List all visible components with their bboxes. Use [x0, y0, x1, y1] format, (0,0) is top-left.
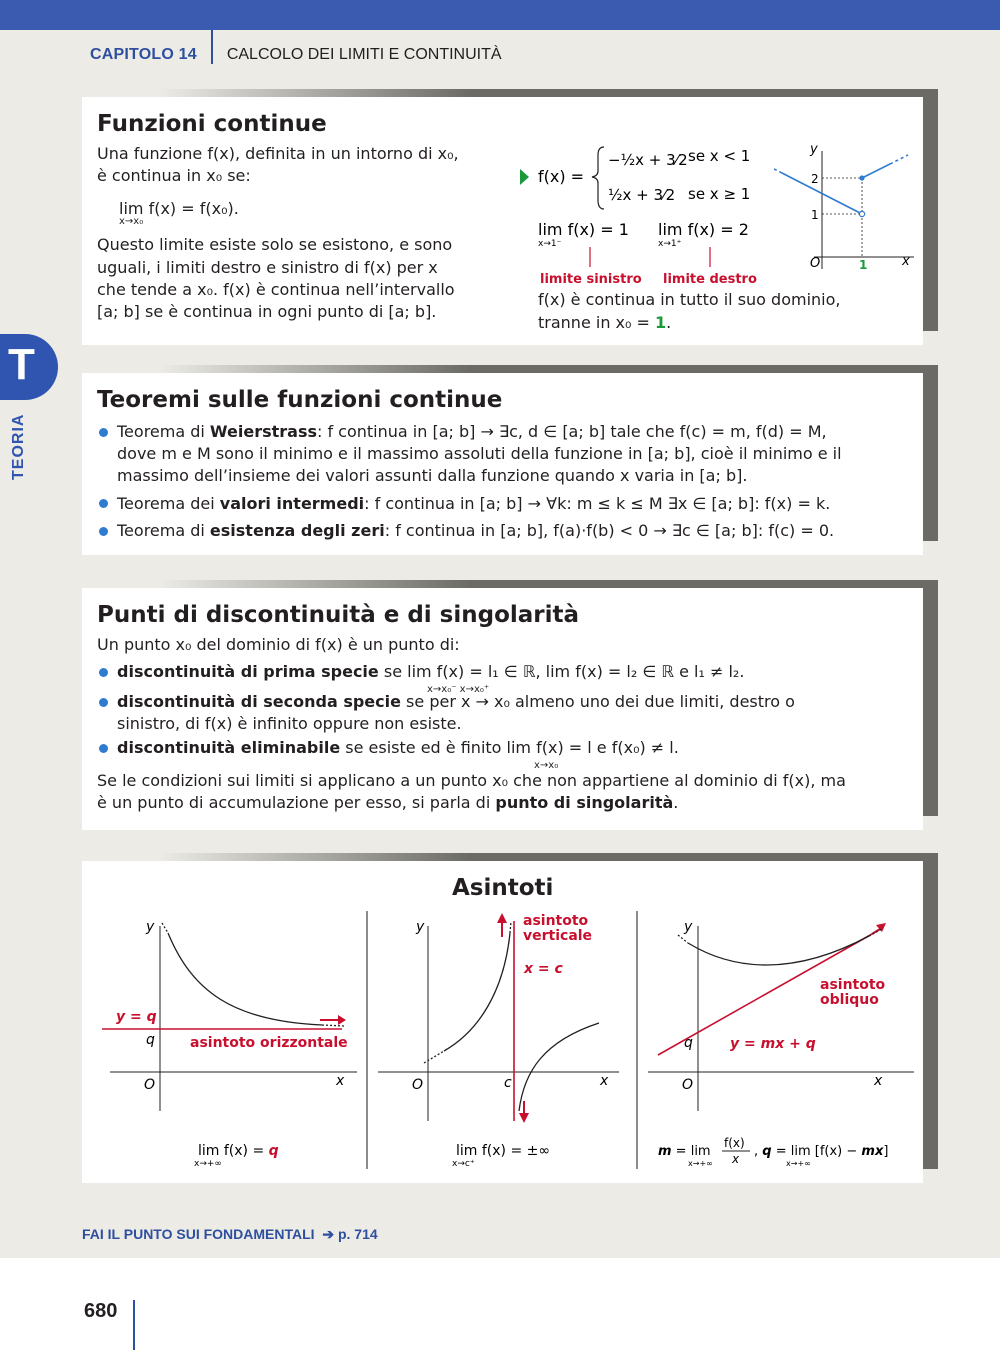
theory-badge: T — [0, 334, 58, 400]
y-axis-label: y — [416, 919, 425, 935]
limit-subscript: x→+∞ — [786, 1159, 811, 1168]
section-title: Punti di discontinuità e di singolarità — [97, 602, 580, 628]
asymptote-equation: y = mx + q — [730, 1036, 816, 1052]
section-continuous-functions — [82, 97, 923, 345]
x-axis-label: x — [600, 1073, 609, 1089]
page-number: 680 — [84, 1300, 118, 1322]
bullet-icon — [99, 527, 108, 536]
tick-x-1: 1 — [859, 258, 868, 272]
paragraph-line: uguali, i limiti destro e sinistro di f(x) per x — [97, 258, 438, 277]
bullet-icon — [99, 698, 108, 707]
x-axis-label: x — [874, 1073, 883, 1089]
box-shadow — [923, 580, 938, 816]
arrow-down-icon — [519, 1113, 529, 1123]
limit-formula: lim f(x) = ±∞ — [456, 1143, 551, 1159]
origin-label: O — [810, 256, 821, 271]
section-theorems — [82, 373, 923, 555]
right-limit-label: limite destro — [663, 272, 757, 287]
green-arrow-icon — [520, 169, 529, 185]
horizontal-asymptote-graph — [102, 911, 362, 1181]
divider — [636, 911, 638, 1169]
running-header — [90, 44, 502, 66]
limit-subscript: x→+∞ — [194, 1159, 222, 1169]
limit-formula: lim f(x) = q — [198, 1143, 279, 1159]
box-shadow — [923, 853, 938, 1169]
formula-subscript: x→x₀ — [119, 216, 144, 227]
section-title: Asintoti — [452, 875, 554, 901]
vertical-asymptote-graph — [374, 911, 634, 1181]
asymptote-label: verticale — [523, 928, 593, 944]
box-shadow — [160, 580, 938, 588]
y-axis-label: y — [684, 919, 693, 935]
left-limit-sub: x→1⁻ — [538, 239, 562, 249]
divider — [366, 911, 368, 1169]
limit-subscript: x→x₀⁻ x→x₀⁺ — [427, 684, 490, 695]
limit-subscript: x→x₀ — [534, 760, 559, 771]
removable: discontinuità eliminabile se esiste ed è finito lim f(x) = l e f(x₀) ≠ l. — [117, 738, 679, 757]
tick-1: 1 — [811, 208, 819, 222]
origin-label: O — [144, 1077, 156, 1093]
left-limit-label: limite sinistro — [540, 272, 642, 287]
arrow-right-icon — [338, 1015, 346, 1025]
left-limit: lim f(x) = 1 — [538, 220, 629, 239]
origin-label: O — [682, 1077, 694, 1093]
section-discontinuities — [82, 588, 923, 830]
limit-subscript: x→+∞ — [688, 1159, 713, 1168]
piece-1: −½x + 3⁄2 — [608, 151, 688, 169]
intercept-formula: , q = lim [f(x) − mx] — [754, 1144, 889, 1159]
page-number-rule — [133, 1300, 135, 1350]
q-label: q — [146, 1032, 155, 1048]
limit-subscript: x→c⁺ — [452, 1159, 475, 1169]
paragraph-line: [a; b] se è continua in ogni punto di [a; b]. — [97, 302, 437, 321]
origin-label: O — [412, 1077, 424, 1093]
theorem-weierstrass: Teorema di Weierstrass: f continua in [a; b] → ∃c, d ∈ [a; b] tale che f(c) = m, f(d) = M, — [117, 422, 827, 441]
asymptote-label: asintoto — [820, 977, 886, 993]
y-axis-label: y — [146, 919, 155, 935]
top-bar — [0, 0, 1000, 30]
intro-line: Un punto x₀ del dominio di f(x) è un punto di: — [97, 635, 460, 654]
bullet-icon — [99, 744, 108, 753]
box-shadow — [160, 853, 938, 861]
asymptote-equation: y = q — [116, 1009, 157, 1025]
box-shadow — [160, 89, 938, 97]
box-shadow — [160, 365, 938, 373]
tick-2: 2 — [811, 172, 819, 186]
y-axis-label: y — [810, 142, 818, 157]
arrow-right-icon: ➔ — [322, 1226, 335, 1242]
theorem-line: dove m e M sono il minimo e il massimo assoluti della funzione in [a; b], cioè il minimo e il — [117, 444, 842, 463]
q-label: q — [684, 1035, 693, 1051]
section-asymptotes — [82, 861, 923, 1183]
theorem-intermediate-values: Teorema dei valori intermedi: f continua in [a; b] → ∀k: m ≤ k ≤ M ∃x ∈ [a; b]: f(x) = k. — [117, 494, 831, 513]
asymptote-label: obliquo — [820, 992, 879, 1008]
asymptote-equation: x = c — [524, 961, 563, 977]
right-limit-sub: x→1⁺ — [658, 239, 682, 249]
asymptote-label: asintoto orizzontale — [190, 1035, 348, 1051]
conclusion-line: f(x) è continua in tutto il suo dominio, — [538, 290, 841, 309]
paragraph-line: che tende a x₀. f(x) è continua nell’intervallo — [97, 280, 455, 299]
header-separator — [211, 30, 213, 64]
condition-2: se x ≥ 1 — [688, 185, 751, 203]
x-axis-label: x — [336, 1073, 345, 1089]
x-axis-label: x — [902, 254, 910, 269]
right-limit: lim f(x) = 2 — [658, 220, 749, 239]
section-title: Funzioni continue — [97, 111, 327, 137]
paragraph-line: Questo limite esiste solo se esistono, e sono — [97, 235, 453, 254]
c-label: c — [504, 1075, 512, 1091]
intro-line: Una funzione f(x), definita in un intorno di x₀, — [97, 144, 459, 163]
oblique-asymptote-graph — [644, 911, 919, 1181]
fundamentals-link[interactable]: FAI IL PUNTO SUI FONDAMENTALI ➔ p. 714 — [82, 1226, 378, 1242]
second-kind: discontinuità di seconda specie se per x → x₀ almeno uno dei due limiti, destro o — [117, 692, 795, 711]
box-shadow — [923, 89, 938, 331]
chapter-title: CALCOLO DEI LIMITI E CONTINUITÀ — [226, 46, 502, 63]
intro-line: è continua in x₀ se: — [97, 166, 251, 185]
bullet-icon — [99, 428, 108, 437]
piece-2: ½x + 3⁄2 — [608, 186, 676, 204]
condition-1: se x < 1 — [688, 147, 751, 165]
continuity-formula: lim f(x) = f(x₀). — [119, 199, 239, 218]
second-kind-line: sinistro, di f(x) è infinito oppure non esiste. — [117, 714, 462, 733]
section-title: Teoremi sulle funzioni continue — [97, 387, 503, 413]
asymptote-label: asintoto — [523, 913, 589, 929]
theorem-zeros: Teorema di esistenza degli zeri: f continua in [a; b], f(a)·f(b) < 0 → ∃c ∈ [a; b]: f(c) = 0. — [117, 521, 835, 540]
fraction-denominator: x — [732, 1152, 740, 1166]
chapter-label: CAPITOLO 14 — [90, 46, 197, 63]
bullet-icon — [99, 668, 108, 677]
example-graph — [774, 137, 919, 277]
first-kind: discontinuità di prima specie se lim f(x) = l₁ ∈ ℝ, lim f(x) = l₂ ∈ ℝ e l₁ ≠ l₂. — [117, 662, 745, 681]
arrow-up-icon — [497, 913, 507, 923]
bullet-icon — [99, 499, 108, 508]
outro-line: Se le condizioni sui limiti si applicano a un punto x₀ che non appartiene al dominio di f(x), ma — [97, 771, 846, 790]
conclusion-line: tranne in x₀ = 1. — [538, 313, 672, 332]
theory-side-label: TEORIA — [10, 413, 27, 480]
slope-formula: m = lim — [658, 1144, 711, 1159]
fx-label: f(x) = — [538, 167, 585, 186]
theorem-line: massimo dell’insieme dei valori assunti dalla funzione quando x varia in [a; b]. — [117, 466, 748, 485]
outro-line: è un punto di accumulazione per esso, si parla di punto di singolarità. — [97, 793, 679, 812]
box-shadow — [923, 365, 938, 541]
fraction-numerator: f(x) — [724, 1136, 745, 1150]
